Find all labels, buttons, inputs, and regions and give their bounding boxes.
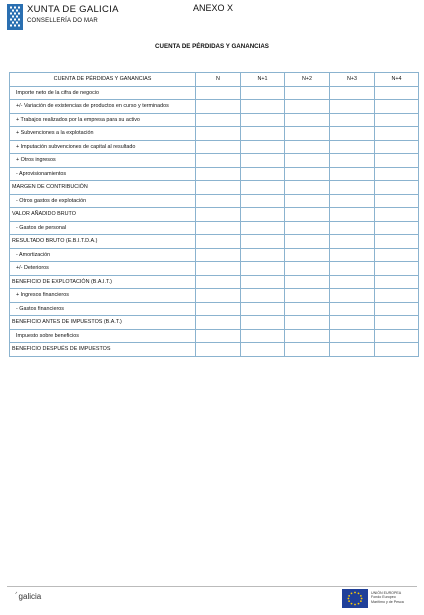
- value-cell[interactable]: [196, 316, 241, 330]
- value-cell[interactable]: [241, 140, 285, 154]
- table-row: [10, 329, 419, 343]
- value-cell[interactable]: [285, 100, 330, 114]
- value-cell[interactable]: [285, 194, 330, 208]
- table-row: [10, 343, 419, 357]
- column-header-n2: N+2: [285, 73, 330, 87]
- column-header-n3: N+3: [330, 73, 375, 87]
- value-cell[interactable]: [285, 127, 330, 141]
- row-label: BENEFICIO ANTES DE IMPUESTOS (B.A.T.): [10, 316, 196, 330]
- value-cell[interactable]: [196, 289, 241, 303]
- value-cell[interactable]: [330, 127, 375, 141]
- table-row: [10, 113, 419, 127]
- value-cell[interactable]: [196, 154, 241, 168]
- row-label: MARGEN DE CONTRIBUCIÓN: [10, 181, 196, 195]
- row-label: + Subvenciones a la explotación: [10, 127, 196, 141]
- value-cell[interactable]: [285, 235, 330, 249]
- value-cell[interactable]: [375, 275, 419, 289]
- value-cell[interactable]: [241, 181, 285, 195]
- row-label: + Otros ingresos: [10, 154, 196, 168]
- value-cell[interactable]: [241, 113, 285, 127]
- value-cell[interactable]: [375, 167, 419, 181]
- value-cell[interactable]: [330, 194, 375, 208]
- value-cell[interactable]: [285, 181, 330, 195]
- value-cell[interactable]: [285, 275, 330, 289]
- value-cell[interactable]: [241, 316, 285, 330]
- eu-flag-icon: [342, 589, 368, 608]
- value-cell[interactable]: [241, 194, 285, 208]
- value-cell[interactable]: [196, 275, 241, 289]
- value-cell[interactable]: [375, 302, 419, 316]
- value-cell[interactable]: [375, 329, 419, 343]
- value-cell[interactable]: [241, 262, 285, 276]
- org-name-line2: CONSELLERÍA DO MAR: [27, 17, 98, 24]
- value-cell[interactable]: [375, 127, 419, 141]
- value-cell[interactable]: [241, 302, 285, 316]
- value-cell[interactable]: [285, 154, 330, 168]
- value-cell[interactable]: [196, 140, 241, 154]
- value-cell[interactable]: [196, 208, 241, 222]
- row-label: - Gastos de personal: [10, 221, 196, 235]
- eu-funding-text: [371, 591, 404, 604]
- footer-divider: [7, 586, 417, 587]
- org-name-line1: XUNTA DE GALICIA: [27, 4, 119, 15]
- value-cell[interactable]: [375, 194, 419, 208]
- value-cell[interactable]: [375, 208, 419, 222]
- value-cell[interactable]: [285, 167, 330, 181]
- table-row: [10, 235, 419, 249]
- value-cell[interactable]: [330, 316, 375, 330]
- value-cell[interactable]: [285, 262, 330, 276]
- row-label: RESULTADO BRUTO (E.B.I.T.D.A.): [10, 235, 196, 249]
- value-cell[interactable]: [330, 181, 375, 195]
- row-label: +/- Deterioros: [10, 262, 196, 276]
- value-cell[interactable]: [375, 140, 419, 154]
- profit-loss-table: [9, 72, 419, 357]
- annex-label: ANEXO X: [193, 3, 234, 13]
- value-cell[interactable]: [285, 86, 330, 100]
- value-cell[interactable]: [330, 86, 375, 100]
- row-label: - Otros gastos de explotación: [10, 194, 196, 208]
- value-cell[interactable]: [241, 329, 285, 343]
- table-row: [10, 302, 419, 316]
- table-row: [10, 100, 419, 114]
- value-cell[interactable]: [330, 289, 375, 303]
- value-cell[interactable]: [241, 100, 285, 114]
- value-cell[interactable]: [241, 167, 285, 181]
- value-cell[interactable]: [196, 262, 241, 276]
- value-cell[interactable]: [241, 127, 285, 141]
- document-title: CUENTA DE PÉRDIDAS Y GANANCIAS: [155, 43, 269, 50]
- value-cell[interactable]: [330, 275, 375, 289]
- table-row: [10, 181, 419, 195]
- value-cell[interactable]: [285, 208, 330, 222]
- column-header-n: N: [196, 73, 241, 87]
- value-cell[interactable]: [330, 235, 375, 249]
- value-cell[interactable]: [285, 248, 330, 262]
- value-cell[interactable]: [330, 140, 375, 154]
- value-cell[interactable]: [196, 113, 241, 127]
- value-cell[interactable]: [330, 262, 375, 276]
- row-label: + Imputación subvenciones de capital al resultado: [10, 140, 196, 154]
- value-cell[interactable]: [375, 235, 419, 249]
- row-label: - Amortización: [10, 248, 196, 262]
- value-cell[interactable]: [241, 154, 285, 168]
- value-cell[interactable]: [375, 181, 419, 195]
- table-row: [10, 275, 419, 289]
- value-cell[interactable]: [196, 127, 241, 141]
- galicia-wordmark: galicia: [18, 592, 42, 601]
- value-cell[interactable]: [375, 343, 419, 357]
- row-label: - Aprovisionamientos: [10, 167, 196, 181]
- org-name: [27, 5, 119, 24]
- table-row: [10, 154, 419, 168]
- row-label: BENEFICIO DE EXPLOTACIÓN (B.A.I.T.): [10, 275, 196, 289]
- table-row: [10, 86, 419, 100]
- table-header-row: [10, 73, 419, 87]
- value-cell[interactable]: [330, 167, 375, 181]
- value-cell[interactable]: [196, 194, 241, 208]
- row-label: Importe neto de la cifra de negocio: [10, 86, 196, 100]
- table-row: [10, 127, 419, 141]
- value-cell[interactable]: [375, 316, 419, 330]
- value-cell[interactable]: [196, 100, 241, 114]
- table-row: [10, 316, 419, 330]
- value-cell[interactable]: [241, 275, 285, 289]
- row-label: + Trabajos realizados por la empresa para su activo: [10, 113, 196, 127]
- value-cell[interactable]: [241, 86, 285, 100]
- value-cell[interactable]: [330, 221, 375, 235]
- eu-text-line1: UNIÓN EUROPEA: [371, 591, 402, 595]
- value-cell[interactable]: [196, 221, 241, 235]
- galicia-mark-icon: ᐟ: [15, 592, 18, 598]
- value-cell[interactable]: [330, 113, 375, 127]
- value-cell[interactable]: [375, 154, 419, 168]
- row-label: + Ingresos financieros: [10, 289, 196, 303]
- value-cell[interactable]: [285, 302, 330, 316]
- value-cell[interactable]: [375, 262, 419, 276]
- row-label: VALOR AÑADIDO BRUTO: [10, 208, 196, 222]
- column-header-n1: N+1: [241, 73, 285, 87]
- value-cell[interactable]: [330, 302, 375, 316]
- value-cell[interactable]: [285, 113, 330, 127]
- table-row: [10, 262, 419, 276]
- value-cell[interactable]: [196, 235, 241, 249]
- value-cell[interactable]: [375, 113, 419, 127]
- table-row: [10, 248, 419, 262]
- value-cell[interactable]: [196, 248, 241, 262]
- value-cell[interactable]: [196, 302, 241, 316]
- value-cell[interactable]: [196, 343, 241, 357]
- galicia-brand: [15, 592, 41, 601]
- value-cell[interactable]: [330, 208, 375, 222]
- value-cell[interactable]: [330, 248, 375, 262]
- value-cell[interactable]: [330, 329, 375, 343]
- value-cell[interactable]: [241, 221, 285, 235]
- value-cell[interactable]: [285, 221, 330, 235]
- value-cell[interactable]: [241, 235, 285, 249]
- value-cell[interactable]: [241, 248, 285, 262]
- value-cell[interactable]: [375, 248, 419, 262]
- xunta-logo-icon: [7, 4, 23, 30]
- row-label: - Gastos financieros: [10, 302, 196, 316]
- value-cell[interactable]: [196, 167, 241, 181]
- value-cell[interactable]: [241, 208, 285, 222]
- value-cell[interactable]: [375, 289, 419, 303]
- row-label: +/- Variación de existencias de productos en curso y terminados: [10, 100, 196, 114]
- value-cell[interactable]: [196, 329, 241, 343]
- value-cell[interactable]: [330, 100, 375, 114]
- value-cell[interactable]: [196, 181, 241, 195]
- eu-text-line3: Marítimo y de Pesca: [371, 599, 404, 604]
- table-row: [10, 289, 419, 303]
- value-cell[interactable]: [330, 154, 375, 168]
- value-cell[interactable]: [375, 100, 419, 114]
- table-row: [10, 167, 419, 181]
- table-row: [10, 221, 419, 235]
- value-cell[interactable]: [285, 316, 330, 330]
- eu-text-line2: Fondo Europeo: [371, 595, 396, 600]
- value-cell[interactable]: [285, 140, 330, 154]
- table-row: [10, 194, 419, 208]
- value-cell[interactable]: [375, 221, 419, 235]
- value-cell[interactable]: [285, 329, 330, 343]
- row-label: Impuesto sobre beneficios: [10, 329, 196, 343]
- table-row: [10, 140, 419, 154]
- column-header-n4: N+4: [375, 73, 419, 87]
- value-cell[interactable]: [285, 289, 330, 303]
- value-cell[interactable]: [241, 289, 285, 303]
- table-row: [10, 208, 419, 222]
- column-header-concept: CUENTA DE PÉRDIDAS Y GANANCIAS: [10, 73, 196, 87]
- value-cell[interactable]: [375, 86, 419, 100]
- row-label: BENEFICIO DESPUÉS DE IMPUESTOS: [10, 343, 196, 357]
- value-cell[interactable]: [330, 343, 375, 357]
- value-cell[interactable]: [241, 343, 285, 357]
- value-cell[interactable]: [196, 86, 241, 100]
- value-cell[interactable]: [285, 343, 330, 357]
